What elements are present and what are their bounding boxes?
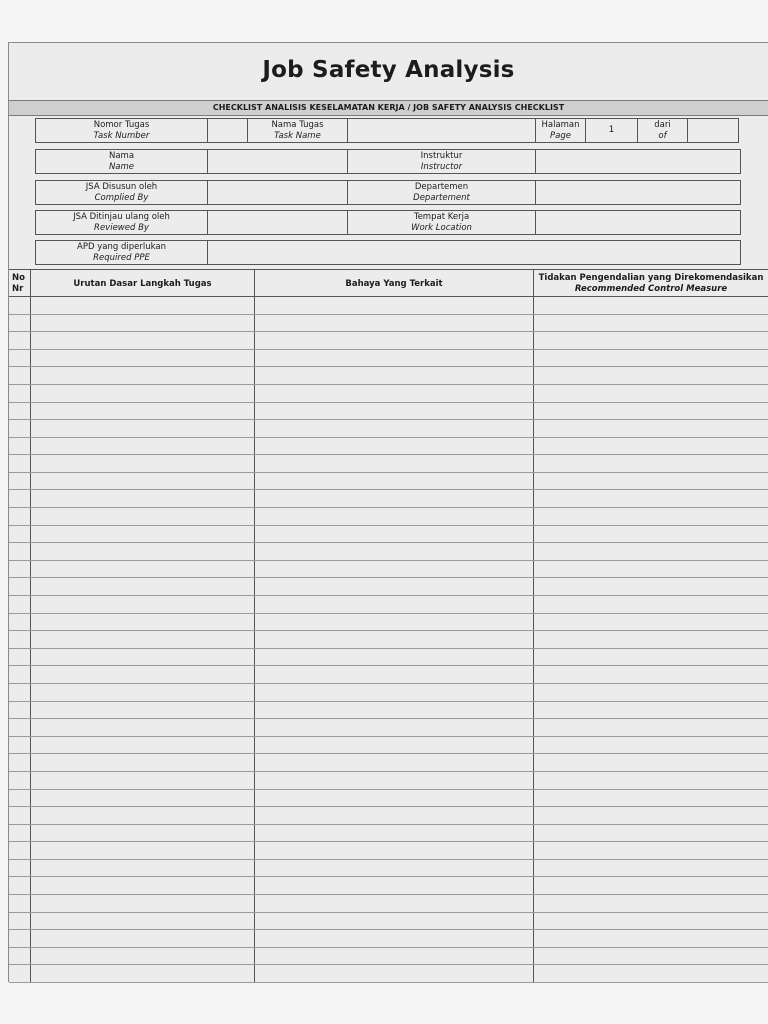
task-name-label: Nama Tugas Task Name: [248, 119, 348, 142]
compiled-by-label: JSA Disusun oleh Complied By: [36, 181, 208, 204]
column-header-controls: Tidakan Pengendalian yang Direkomendasikan Recommended Control Measure: [538, 273, 764, 294]
table-row-line: [9, 648, 768, 649]
table-row-line: [9, 366, 768, 367]
table-row-line: [9, 437, 768, 438]
table-row-line: [9, 454, 768, 455]
column-header-no: No Nr: [9, 270, 31, 296]
table-row-line: [9, 912, 768, 913]
table-row-line: [9, 665, 768, 666]
total-pages-value[interactable]: [688, 119, 738, 142]
table-row-line: [9, 771, 768, 772]
department-label: Departemen Departement: [348, 181, 536, 204]
table-row-line: [9, 806, 768, 807]
page-number-value[interactable]: 1: [586, 119, 638, 142]
table-row-line: [9, 314, 768, 315]
column-divider-no: [30, 297, 31, 983]
column-header-steps: Urutan Dasar Langkah Tugas: [31, 270, 255, 296]
column-header-hazards: Bahaya Yang Terkait: [255, 270, 534, 296]
task-number-value[interactable]: [208, 119, 248, 142]
required-ppe-label: APD yang diperlukan Required PPE: [36, 241, 208, 264]
table-row-line: [9, 824, 768, 825]
reviewed-by-label: JSA Ditinjau ulang oleh Reviewed By: [36, 211, 208, 234]
column-divider-steps: [254, 297, 255, 983]
of-label: dari of: [638, 119, 688, 142]
reviewed-by-value[interactable]: [208, 211, 348, 234]
table-row-line: [9, 876, 768, 877]
page-label: Halaman Page: [536, 119, 586, 142]
analysis-table-header: [9, 269, 768, 297]
table-row-line: [9, 613, 768, 614]
name-label: Nama Name: [36, 150, 208, 173]
table-row-line: [9, 577, 768, 578]
task-name-value[interactable]: [348, 119, 536, 142]
instructor-label: Instruktur Instructor: [348, 150, 536, 173]
table-row-line: [9, 683, 768, 684]
table-row-line: [9, 507, 768, 508]
table-row-line: [9, 489, 768, 490]
title-bar: [9, 43, 768, 101]
compiled-by-value[interactable]: [208, 181, 348, 204]
table-row-line: [9, 736, 768, 737]
table-row-line: [9, 331, 768, 332]
info-row-reviewed: [35, 210, 741, 235]
jsa-form-sheet: [8, 42, 768, 982]
table-row-line: [9, 472, 768, 473]
table-row-line: [9, 982, 768, 983]
work-location-label: Tempat Kerja Work Location: [348, 211, 536, 234]
table-row-line: [9, 701, 768, 702]
name-value[interactable]: [208, 150, 348, 173]
table-row-line: [9, 595, 768, 596]
table-row-line: [9, 964, 768, 965]
table-row-line: [9, 402, 768, 403]
table-row-line: [9, 841, 768, 842]
analysis-table-body[interactable]: [9, 297, 768, 983]
table-row-line: [9, 947, 768, 948]
work-location-value[interactable]: [536, 211, 740, 234]
info-row-ppe: [35, 240, 741, 265]
table-row-line: [9, 753, 768, 754]
table-row-line: [9, 419, 768, 420]
table-row-line: [9, 384, 768, 385]
task-number-label: Nomor Tugas Task Number: [36, 119, 208, 142]
department-value[interactable]: [536, 181, 740, 204]
table-row-line: [9, 525, 768, 526]
table-row-line: [9, 859, 768, 860]
info-row-name: [35, 149, 741, 174]
table-row-line: [9, 560, 768, 561]
table-row-line: [9, 789, 768, 790]
info-row-compiled: [35, 180, 741, 205]
table-row-line: [9, 929, 768, 930]
table-row-line: [9, 718, 768, 719]
document-title: Job Safety Analysis: [262, 57, 515, 83]
required-ppe-value[interactable]: [208, 241, 740, 264]
table-row-line: [9, 630, 768, 631]
checklist-subtitle: CHECKLIST ANALISIS KESELAMATAN KERJA / JOB SAFETY ANALYSIS CHECKLIST: [9, 101, 768, 116]
instructor-value[interactable]: [536, 150, 740, 173]
table-row-line: [9, 349, 768, 350]
column-divider-hazards: [533, 297, 534, 983]
table-row-line: [9, 542, 768, 543]
table-row-line: [9, 894, 768, 895]
info-row-task: [35, 118, 739, 143]
